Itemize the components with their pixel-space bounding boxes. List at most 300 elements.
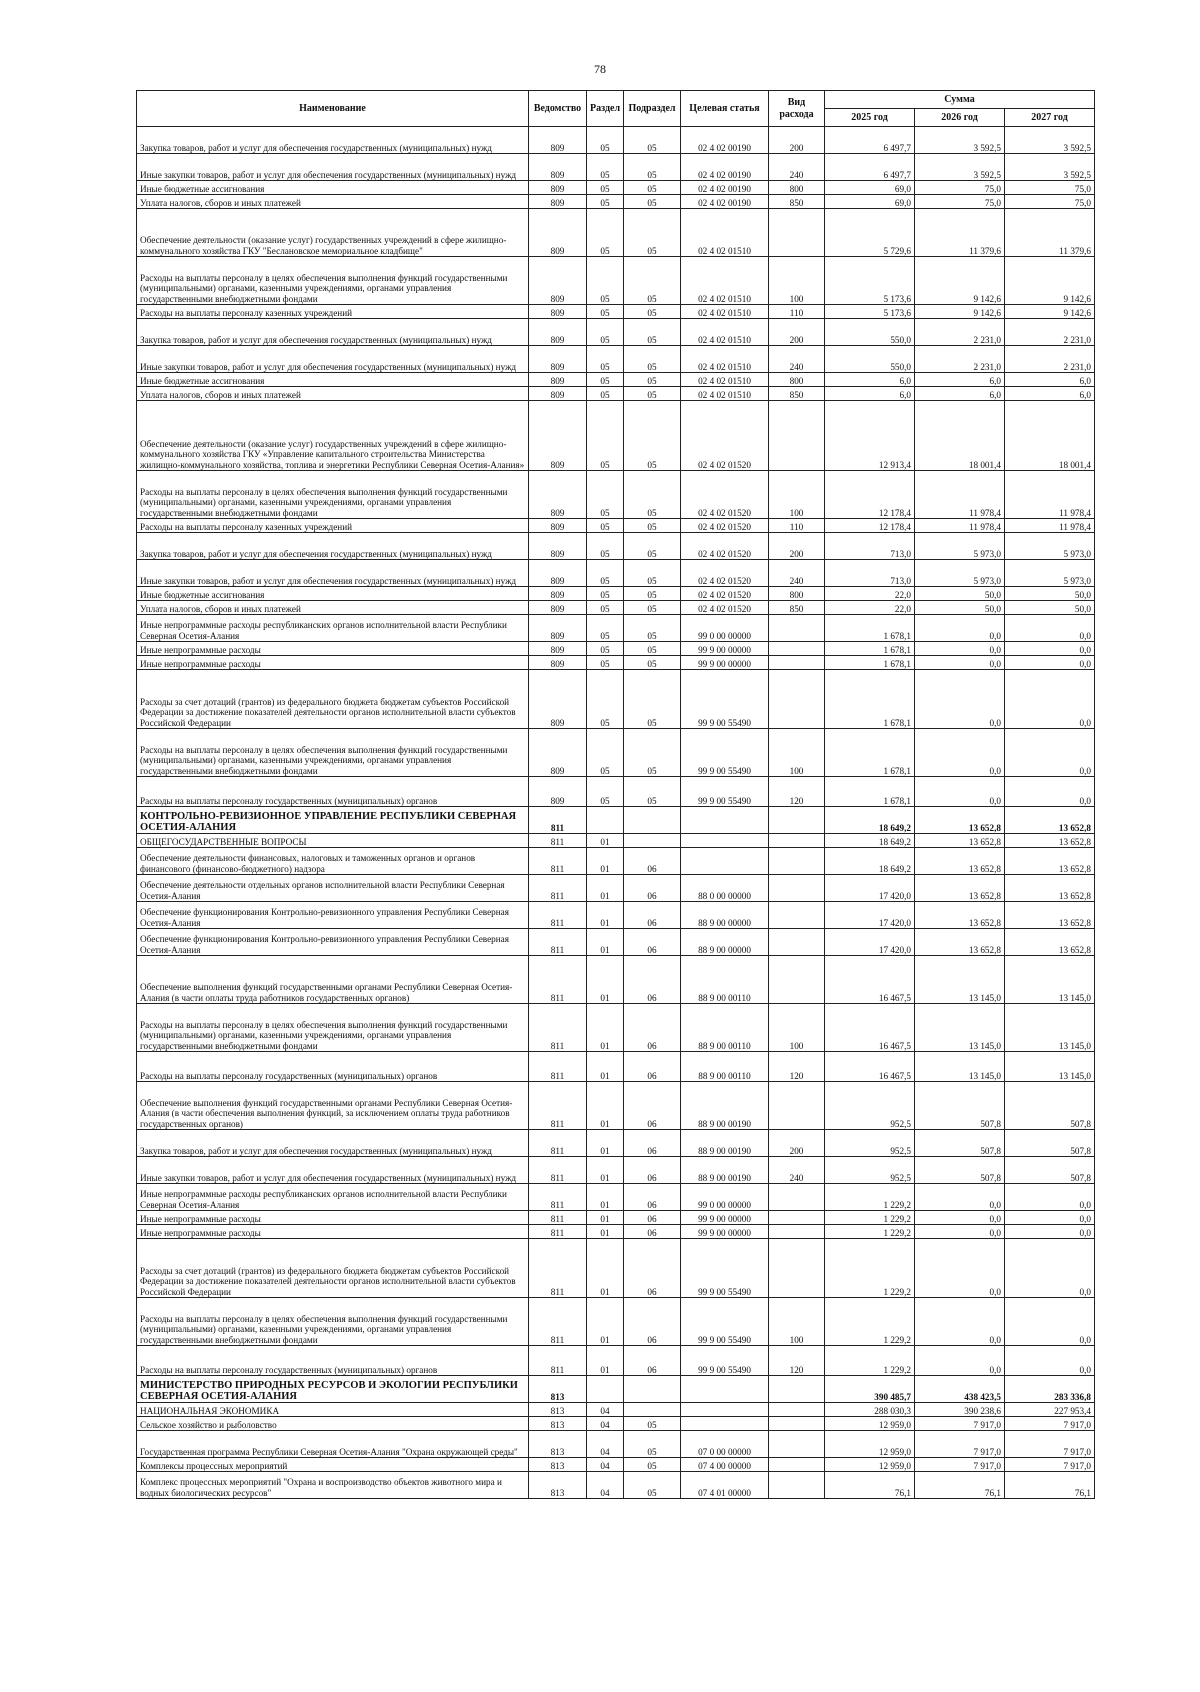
cell-2025: 18 649,2	[825, 848, 915, 875]
cell-2025: 5 173,6	[825, 257, 915, 305]
cell-dept: 809	[529, 181, 587, 195]
cell-expense-type: 200	[769, 319, 825, 346]
cell-2025: 17 420,0	[825, 902, 915, 929]
cell-2025: 1 678,1	[825, 729, 915, 777]
cell-section: 05	[587, 587, 624, 601]
cell-2026: 7 917,0	[915, 1458, 1005, 1472]
cell-2026: 11 379,6	[915, 209, 1005, 257]
cell-dept: 811	[529, 848, 587, 875]
cell-name: Обеспечение деятельности отдельных органов исполнительной власти Республики Северная Осетия-Алания	[137, 875, 529, 902]
cell-2026: 3 592,5	[915, 127, 1005, 154]
cell-dept: 811	[529, 1004, 587, 1052]
cell-dept: 809	[529, 777, 587, 807]
cell-name: Обеспечение деятельности (оказание услуг) государственных учреждений в сфере жилищно-коммунального хозяйства ГКУ «Управление капитального строительства Министерства жилищно-коммунального хозяйства, топлива и энергетики Республики Северная Осетия-Алания»	[137, 401, 529, 471]
cell-subsection: 05	[624, 519, 681, 533]
cell-subsection: 05	[624, 127, 681, 154]
cell-subsection: 05	[624, 154, 681, 181]
cell-2026: 0,0	[915, 615, 1005, 642]
cell-section: 01	[587, 1184, 624, 1211]
cell-target	[681, 848, 769, 875]
cell-2026: 6,0	[915, 387, 1005, 401]
cell-2026: 6,0	[915, 373, 1005, 387]
cell-2027: 13 652,8	[1005, 902, 1095, 929]
cell-2026: 0,0	[915, 656, 1005, 670]
cell-expense-type: 200	[769, 533, 825, 560]
cell-2027: 507,8	[1005, 1082, 1095, 1130]
cell-name: МИНИСТЕРСТВО ПРИРОДНЫХ РЕСУРСОВ И ЭКОЛОГИИ РЕСПУБЛИКИ СЕВЕРНАЯ ОСЕТИЯ-АЛАНИЯ	[137, 1376, 529, 1403]
cell-target: 99 9 00 00000	[681, 656, 769, 670]
cell-2027: 75,0	[1005, 181, 1095, 195]
cell-section	[587, 1376, 624, 1403]
cell-dept: 813	[529, 1403, 587, 1417]
cell-2026: 3 592,5	[915, 154, 1005, 181]
cell-target: 88 9 00 00110	[681, 1052, 769, 1082]
cell-2026: 9 142,6	[915, 305, 1005, 319]
cell-2025: 1 229,2	[825, 1239, 915, 1298]
cell-2025: 69,0	[825, 195, 915, 209]
cell-target: 07 4 00 00000	[681, 1458, 769, 1472]
cell-dept: 809	[529, 401, 587, 471]
cell-2025: 76,1	[825, 1472, 915, 1499]
table-row	[137, 1004, 1095, 1052]
cell-target: 02 4 02 01510	[681, 346, 769, 373]
cell-name: Комплексы процессных мероприятий	[137, 1458, 529, 1472]
cell-dept: 809	[529, 319, 587, 346]
cell-2026: 13 145,0	[915, 1004, 1005, 1052]
cell-target: 02 4 02 01510	[681, 257, 769, 305]
cell-subsection: 06	[624, 1346, 681, 1376]
cell-dept: 811	[529, 1082, 587, 1130]
cell-section: 05	[587, 533, 624, 560]
cell-expense-type	[769, 1082, 825, 1130]
cell-dept: 809	[529, 209, 587, 257]
cell-dept: 813	[529, 1376, 587, 1403]
cell-2026: 2 231,0	[915, 319, 1005, 346]
cell-2025: 12 178,4	[825, 471, 915, 519]
table-row	[137, 1239, 1095, 1298]
table-row	[137, 1184, 1095, 1211]
table-row	[137, 195, 1095, 209]
cell-expense-type: 240	[769, 154, 825, 181]
col-header-2026: 2026 год	[915, 109, 1005, 127]
cell-section: 05	[587, 305, 624, 319]
cell-2025: 1 229,2	[825, 1211, 915, 1225]
cell-2025: 22,0	[825, 587, 915, 601]
cell-2026: 18 001,4	[915, 401, 1005, 471]
cell-2027: 3 592,5	[1005, 127, 1095, 154]
cell-target: 99 9 00 55490	[681, 1346, 769, 1376]
cell-2026: 11 978,4	[915, 519, 1005, 533]
cell-subsection	[624, 834, 681, 848]
cell-2025: 1 678,1	[825, 615, 915, 642]
cell-target: 99 0 00 00000	[681, 615, 769, 642]
cell-subsection: 05	[624, 615, 681, 642]
cell-2025: 1 229,2	[825, 1298, 915, 1346]
cell-2026: 507,8	[915, 1157, 1005, 1184]
cell-expense-type: 100	[769, 1004, 825, 1052]
cell-section: 05	[587, 729, 624, 777]
cell-2027: 5 973,0	[1005, 533, 1095, 560]
cell-2027: 13 652,8	[1005, 875, 1095, 902]
cell-2026: 7 917,0	[915, 1417, 1005, 1431]
cell-dept: 809	[529, 257, 587, 305]
cell-section: 05	[587, 127, 624, 154]
cell-2027: 507,8	[1005, 1157, 1095, 1184]
cell-target: 99 9 00 55490	[681, 729, 769, 777]
cell-subsection: 05	[624, 373, 681, 387]
table-row	[137, 1431, 1095, 1458]
cell-subsection: 05	[624, 387, 681, 401]
cell-2027: 227 953,4	[1005, 1403, 1095, 1417]
cell-2027: 75,0	[1005, 195, 1095, 209]
cell-expense-type	[769, 1225, 825, 1239]
cell-name: Расходы на выплаты персоналу государственных (муниципальных) органов	[137, 1052, 529, 1082]
cell-2025: 12 913,4	[825, 401, 915, 471]
cell-2026: 0,0	[915, 642, 1005, 656]
cell-target: 02 4 02 01520	[681, 533, 769, 560]
cell-subsection: 05	[624, 642, 681, 656]
cell-2027: 50,0	[1005, 601, 1095, 615]
cell-2026: 5 973,0	[915, 560, 1005, 587]
cell-2027: 7 917,0	[1005, 1458, 1095, 1472]
cell-dept: 811	[529, 929, 587, 956]
cell-expense-type	[769, 848, 825, 875]
cell-dept: 809	[529, 601, 587, 615]
cell-dept: 809	[529, 305, 587, 319]
cell-dept: 809	[529, 154, 587, 181]
cell-2027: 0,0	[1005, 656, 1095, 670]
cell-expense-type	[769, 656, 825, 670]
cell-subsection: 06	[624, 1239, 681, 1298]
cell-2025: 1 678,1	[825, 642, 915, 656]
cell-name: Государственная программа Республики Северная Осетия-Алания "Охрана окружающей среды"	[137, 1431, 529, 1458]
cell-subsection: 06	[624, 1225, 681, 1239]
cell-2025: 16 467,5	[825, 1052, 915, 1082]
cell-expense-type	[769, 1376, 825, 1403]
cell-2027: 0,0	[1005, 1211, 1095, 1225]
table-row	[137, 1472, 1095, 1499]
cell-target	[681, 1403, 769, 1417]
cell-name: Обеспечение выполнения функций государственными органами Республики Северная Осетия-Алания (в части оплаты труда работников государственных органов)	[137, 956, 529, 1004]
cell-2025: 6 497,7	[825, 154, 915, 181]
cell-expense-type: 200	[769, 127, 825, 154]
cell-dept: 811	[529, 956, 587, 1004]
cell-target: 99 9 00 55490	[681, 670, 769, 729]
table-row	[137, 807, 1095, 834]
cell-2026: 0,0	[915, 1225, 1005, 1239]
cell-target	[681, 834, 769, 848]
cell-2025: 1 229,2	[825, 1346, 915, 1376]
cell-section: 01	[587, 848, 624, 875]
cell-2026: 13 652,8	[915, 834, 1005, 848]
cell-dept: 811	[529, 1130, 587, 1157]
cell-2025: 550,0	[825, 346, 915, 373]
cell-2025: 952,5	[825, 1157, 915, 1184]
cell-expense-type	[769, 807, 825, 834]
cell-name: Расходы на выплаты персоналу в целях обеспечения выполнения функций государственными (муниципальными) органами, казенными учреждениями, органами управления государственными внебюджетными фондами	[137, 471, 529, 519]
cell-name: Закупка товаров, работ и услуг для обеспечения государственных (муниципальных) нужд	[137, 533, 529, 560]
cell-expense-type	[769, 1431, 825, 1458]
cell-name: Комплекс процессных мероприятий "Охрана и воспроизводство объектов животного мира и водных биологических ресурсов"	[137, 1472, 529, 1499]
cell-2025: 6 497,7	[825, 127, 915, 154]
cell-target: 07 0 00 00000	[681, 1431, 769, 1458]
cell-target: 02 4 02 01520	[681, 401, 769, 471]
cell-section: 01	[587, 902, 624, 929]
table-row	[137, 929, 1095, 956]
cell-dept: 813	[529, 1472, 587, 1499]
cell-section: 05	[587, 195, 624, 209]
cell-expense-type: 800	[769, 181, 825, 195]
cell-subsection	[624, 1403, 681, 1417]
cell-dept: 811	[529, 1052, 587, 1082]
cell-target: 88 9 00 00000	[681, 902, 769, 929]
table-row	[137, 902, 1095, 929]
cell-dept: 811	[529, 1298, 587, 1346]
cell-name: Закупка товаров, работ и услуг для обеспечения государственных (муниципальных) нужд	[137, 319, 529, 346]
cell-dept: 809	[529, 560, 587, 587]
cell-name: Расходы на выплаты персоналу казенных учреждений	[137, 519, 529, 533]
cell-dept: 811	[529, 1157, 587, 1184]
cell-target: 99 9 00 00000	[681, 642, 769, 656]
cell-expense-type: 110	[769, 519, 825, 533]
cell-2027: 6,0	[1005, 373, 1095, 387]
cell-dept: 813	[529, 1417, 587, 1431]
cell-target: 88 9 00 00110	[681, 1004, 769, 1052]
cell-subsection: 05	[624, 656, 681, 670]
cell-2026: 0,0	[915, 729, 1005, 777]
cell-2027: 11 978,4	[1005, 519, 1095, 533]
cell-name: Иные закупки товаров, работ и услуг для обеспечения государственных (муниципальных) нужд	[137, 346, 529, 373]
cell-2025: 550,0	[825, 319, 915, 346]
cell-dept: 809	[529, 729, 587, 777]
cell-2027: 2 231,0	[1005, 346, 1095, 373]
cell-subsection: 06	[624, 902, 681, 929]
cell-section: 01	[587, 1346, 624, 1376]
table-row	[137, 1298, 1095, 1346]
col-header-section: Раздел	[587, 91, 624, 127]
cell-2026: 76,1	[915, 1472, 1005, 1499]
cell-name: Расходы за счет дотаций (грантов) из федерального бюджета бюджетам субъектов Российской Федерации за достижение показателей деятельности органов исполнительной власти субъектов Российской Федерации	[137, 670, 529, 729]
table-row	[137, 257, 1095, 305]
cell-target	[681, 1417, 769, 1431]
cell-subsection: 05	[624, 777, 681, 807]
cell-target: 07 4 01 00000	[681, 1472, 769, 1499]
cell-expense-type: 120	[769, 777, 825, 807]
cell-name: Иные непрограммные расходы	[137, 1225, 529, 1239]
cell-dept: 811	[529, 902, 587, 929]
cell-2026: 9 142,6	[915, 257, 1005, 305]
cell-expense-type: 240	[769, 560, 825, 587]
cell-name: Расходы на выплаты персоналу государственных (муниципальных) органов	[137, 777, 529, 807]
table-row	[137, 1211, 1095, 1225]
cell-name: Расходы на выплаты персоналу в целях обеспечения выполнения функций государственными (муниципальными) органами, казенными учреждениями, органами управления государственными внебюджетными фондами	[137, 1004, 529, 1052]
cell-target	[681, 1376, 769, 1403]
cell-2027: 13 652,8	[1005, 807, 1095, 834]
cell-name: Расходы за счет дотаций (грантов) из федерального бюджета бюджетам субъектов Российской Федерации за достижение показателей деятельности органов исполнительной власти субъектов Российской Федерации	[137, 1239, 529, 1298]
cell-name: Расходы на выплаты персоналу казенных учреждений	[137, 305, 529, 319]
table-row	[137, 642, 1095, 656]
cell-section: 01	[587, 1004, 624, 1052]
cell-name: Закупка товаров, работ и услуг для обеспечения государственных (муниципальных) нужд	[137, 1130, 529, 1157]
cell-2026: 0,0	[915, 1298, 1005, 1346]
col-header-subsection: Подраздел	[624, 91, 681, 127]
cell-expense-type	[769, 401, 825, 471]
cell-2025: 6,0	[825, 373, 915, 387]
cell-2027: 5 973,0	[1005, 560, 1095, 587]
cell-2025: 12 959,0	[825, 1417, 915, 1431]
cell-expense-type	[769, 670, 825, 729]
cell-section: 01	[587, 1082, 624, 1130]
cell-target: 02 4 02 01520	[681, 587, 769, 601]
cell-target: 02 4 02 01510	[681, 305, 769, 319]
col-header-expense-type: Вид расхода	[769, 91, 825, 127]
cell-expense-type: 200	[769, 1130, 825, 1157]
cell-2025: 12 178,4	[825, 519, 915, 533]
cell-name: Иные закупки товаров, работ и услуг для обеспечения государственных (муниципальных) нужд	[137, 1157, 529, 1184]
table-row	[137, 729, 1095, 777]
cell-2026: 75,0	[915, 195, 1005, 209]
cell-2027: 283 336,8	[1005, 1376, 1095, 1403]
cell-2025: 12 959,0	[825, 1458, 915, 1472]
cell-dept: 811	[529, 1211, 587, 1225]
cell-target: 02 4 02 01510	[681, 319, 769, 346]
cell-dept: 809	[529, 127, 587, 154]
page-number: 78	[594, 62, 606, 76]
cell-2025: 713,0	[825, 560, 915, 587]
cell-subsection: 05	[624, 533, 681, 560]
table-row	[137, 1082, 1095, 1130]
cell-section	[587, 807, 624, 834]
cell-2027: 0,0	[1005, 615, 1095, 642]
table-row	[137, 601, 1095, 615]
cell-expense-type: 100	[769, 729, 825, 777]
table-row	[137, 875, 1095, 902]
cell-2027: 0,0	[1005, 729, 1095, 777]
cell-target: 88 9 00 00000	[681, 929, 769, 956]
cell-subsection	[624, 807, 681, 834]
cell-target: 02 4 02 01510	[681, 373, 769, 387]
cell-subsection: 05	[624, 181, 681, 195]
cell-name: Иные бюджетные ассигнования	[137, 181, 529, 195]
cell-section: 05	[587, 257, 624, 305]
table-row	[137, 1458, 1095, 1472]
cell-dept: 811	[529, 1184, 587, 1211]
cell-section: 04	[587, 1472, 624, 1499]
cell-expense-type: 240	[769, 346, 825, 373]
cell-section: 01	[587, 956, 624, 1004]
table-row	[137, 1157, 1095, 1184]
table-row	[137, 1052, 1095, 1082]
cell-target: 02 4 02 01510	[681, 209, 769, 257]
cell-expense-type	[769, 1458, 825, 1472]
cell-subsection: 06	[624, 1298, 681, 1346]
cell-name: Уплата налогов, сборов и иных платежей	[137, 195, 529, 209]
cell-section: 04	[587, 1417, 624, 1431]
table-row	[137, 373, 1095, 387]
cell-expense-type	[769, 1417, 825, 1431]
cell-subsection: 05	[624, 729, 681, 777]
cell-subsection: 05	[624, 195, 681, 209]
cell-expense-type	[769, 834, 825, 848]
cell-expense-type: 240	[769, 1157, 825, 1184]
cell-target: 99 9 00 55490	[681, 1239, 769, 1298]
cell-expense-type	[769, 1184, 825, 1211]
cell-name: Иные закупки товаров, работ и услуг для обеспечения государственных (муниципальных) нужд	[137, 154, 529, 181]
cell-2025: 1 678,1	[825, 777, 915, 807]
cell-2026: 438 423,5	[915, 1376, 1005, 1403]
col-header-2025: 2025 год	[825, 109, 915, 127]
cell-2027: 18 001,4	[1005, 401, 1095, 471]
cell-2027: 9 142,6	[1005, 257, 1095, 305]
cell-subsection: 05	[624, 1431, 681, 1458]
cell-name: Обеспечение функционирования Контрольно-ревизионного управления Республики Северная Осетия-Алания	[137, 902, 529, 929]
cell-target: 88 9 00 00190	[681, 1157, 769, 1184]
cell-section: 04	[587, 1403, 624, 1417]
cell-2027: 0,0	[1005, 642, 1095, 656]
cell-name: Иные непрограммные расходы	[137, 656, 529, 670]
cell-subsection: 06	[624, 875, 681, 902]
table-row	[137, 1376, 1095, 1403]
cell-target: 99 9 00 55490	[681, 1298, 769, 1346]
cell-2027: 76,1	[1005, 1472, 1095, 1499]
cell-2026: 7 917,0	[915, 1431, 1005, 1458]
cell-target: 02 4 02 01520	[681, 601, 769, 615]
cell-name: Иные непрограммные расходы	[137, 642, 529, 656]
cell-dept: 811	[529, 1239, 587, 1298]
cell-subsection: 05	[624, 1458, 681, 1472]
cell-2027: 13 145,0	[1005, 1052, 1095, 1082]
cell-2026: 0,0	[915, 777, 1005, 807]
cell-name: Иные непрограммные расходы республиканских органов исполнительной власти Республики Северная Осетия-Алания	[137, 1184, 529, 1211]
cell-expense-type	[769, 209, 825, 257]
table-row	[137, 1403, 1095, 1417]
cell-name: Иные закупки товаров, работ и услуг для обеспечения государственных (муниципальных) нужд	[137, 560, 529, 587]
cell-name: Иные бюджетные ассигнования	[137, 587, 529, 601]
cell-target: 88 9 00 00190	[681, 1130, 769, 1157]
cell-target	[681, 807, 769, 834]
col-header-target: Целевая статья	[681, 91, 769, 127]
cell-2026: 507,8	[915, 1130, 1005, 1157]
cell-subsection: 05	[624, 346, 681, 373]
cell-2027: 13 652,8	[1005, 929, 1095, 956]
cell-2026: 75,0	[915, 181, 1005, 195]
cell-section: 01	[587, 929, 624, 956]
cell-section: 01	[587, 1130, 624, 1157]
cell-expense-type: 100	[769, 471, 825, 519]
table-row	[137, 956, 1095, 1004]
table-row	[137, 209, 1095, 257]
cell-2025: 1 229,2	[825, 1225, 915, 1239]
cell-2025: 390 485,7	[825, 1376, 915, 1403]
cell-name: Обеспечение деятельности финансовых, налоговых и таможенных органов и органов финансового (финансово-бюджетного) надзора	[137, 848, 529, 875]
table-row	[137, 319, 1095, 346]
cell-2027: 3 592,5	[1005, 154, 1095, 181]
cell-expense-type	[769, 875, 825, 902]
cell-2025: 1 678,1	[825, 656, 915, 670]
cell-2027: 507,8	[1005, 1130, 1095, 1157]
cell-2027: 2 231,0	[1005, 319, 1095, 346]
cell-dept: 809	[529, 642, 587, 656]
cell-expense-type: 120	[769, 1052, 825, 1082]
cell-2027: 9 142,6	[1005, 305, 1095, 319]
cell-2026: 0,0	[915, 1239, 1005, 1298]
cell-dept: 811	[529, 1225, 587, 1239]
cell-2027: 11 978,4	[1005, 471, 1095, 519]
table-body	[137, 127, 1095, 1499]
cell-target: 99 9 00 00000	[681, 1211, 769, 1225]
cell-2025: 5 729,6	[825, 209, 915, 257]
cell-2025: 1 678,1	[825, 670, 915, 729]
